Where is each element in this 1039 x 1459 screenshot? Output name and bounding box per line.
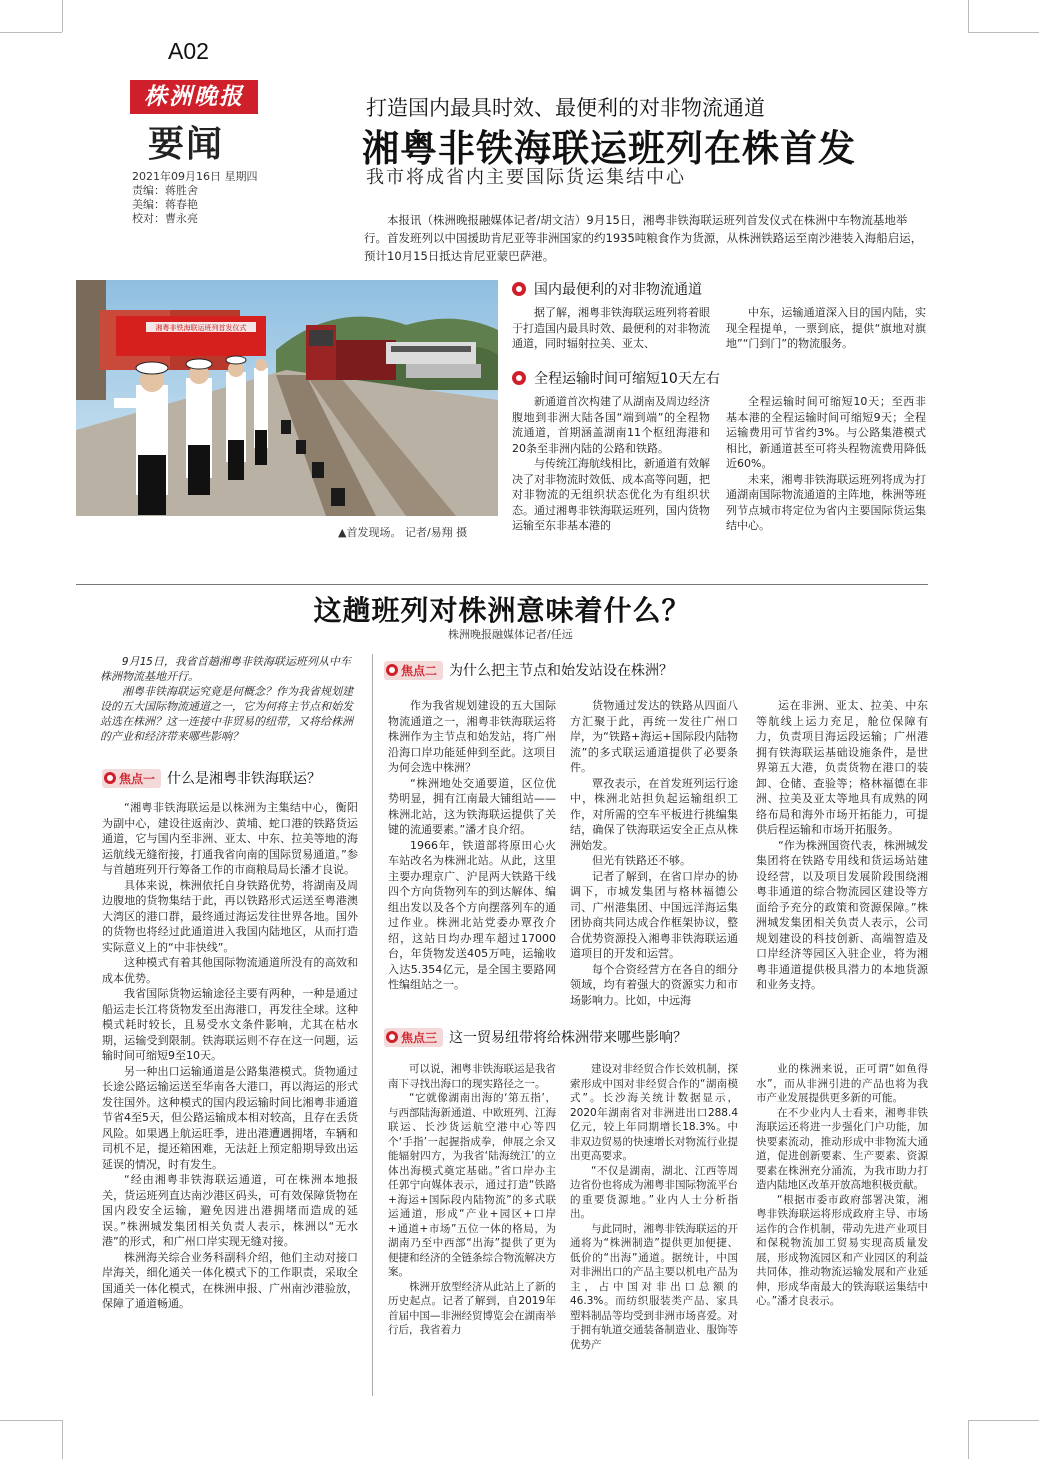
story-subhead: 我市将成省内主要国际货运集结中心 [366, 167, 686, 188]
focus-tag [384, 1028, 443, 1047]
paragraph: 我省国际货物运输途径主要有两种，一种是通过船运走长江将货物发至出海港口，再发往全球。这种模式耗时较长，且易受水文条件影响，尤其在枯水期，运输受到限制。铁海联运则不存在这一问题，运输时间可缩短9至10天。 [102, 987, 358, 1062]
bullet-circle-icon [512, 282, 526, 296]
paragraph: 具体来说，株洲依托自身铁路优势，将湖南及周边腹地的货物集结于此，再以铁路形式运送至粤港澳大湾区的港口群，最终通过海运发往世界各地。国外的货物也将经过此通道进入我国内陆地区，从而打造实际意义上的“中非快线”。 [102, 878, 358, 954]
column-rule [372, 654, 373, 1396]
feature-title: 这趟班列对株洲意味着什么？ [313, 594, 691, 627]
story-headline: 湘粤非铁海联运班列在株首发 [362, 126, 856, 170]
paragraph: 记者了解到，在省口岸办的协调下，市城发集团与格林福德公司、广州港集团、中国远洋海运集团协商共同达成合作框架协议，整合优势资源投入湘粤非铁海联运通道项目的开发和运营。 [570, 869, 738, 960]
paragraph: 另一种出口运输通道是公路集港模式。货物通过长途公路运输运送至华南各大港口，再以海运的形式发往国外。这种模式的国内段运输时间比湘粤非通道节省4至5天，但公路运输成本相对较高，且存在丢货风险。如果遇上航运旺季，进出港遭遇拥堵，车辆和司机不足，提还箱困难，无法赶上预定船期导致出运延误的情况，时有发生。 [102, 1064, 358, 1171]
paragraph: 作为我省规划建设的五大国际物流通道之一，湘粤非铁海联运将株洲作为主节点和始发站，将广州沿海口岸功能延伸到至此。这项目为何会选中株洲？ [388, 699, 556, 774]
paragraph: 货物通过发达的铁路从四面八方汇聚于此，再统一发往广州口岸，为“铁路+海运+国际段内陆物流”的多式联运通道提供了必要条件。 [570, 699, 738, 774]
photo-banner-text: 湘粤非铁海联运班列首发仪式 [155, 324, 247, 332]
focus-title: 这一贸易纽带将给株洲带来哪些影响？ [449, 1030, 688, 1046]
subsection-title: 国内最便利的对非物流通道 [534, 282, 702, 298]
crop-mark-tl-h [0, 32, 62, 33]
focus-title: 什么是湘粤非铁海联运？ [167, 771, 322, 787]
newspaper-logo: 株洲晚报 [130, 80, 258, 114]
story-lead: 本报讯（株洲晚报融媒体记者/胡文洁）9月15日，湘粤非铁海联运班列首发仪式在株洲中车物流基地举行。首发班列以中国援助肯尼亚等非洲国家的约1935吨粮食作为货源，从株洲铁路运至南沙港装入海船启运，预计10月15日抵达肯尼亚蒙巴萨港。 [364, 213, 923, 263]
focus1-column [102, 800, 358, 1312]
focus2-column-2 [570, 698, 738, 1008]
paragraph: 株洲海关综合业务科副科介绍，他们主动对接口岸海关，细化通关一体化模式下的工作职责，采取全国通关一体化模式，在株洲申报、广州南沙港验放，保障了通道畅通。 [102, 1250, 358, 1310]
designer-credit: 美编：蒋春艳 [132, 198, 198, 211]
feature-byline: 株洲晚报融媒体记者/任远 [448, 628, 573, 641]
crop-mark-bl-v [62, 1420, 63, 1459]
paragraph: 但光有铁路还不够。 [592, 854, 691, 867]
focus2-column-1 [388, 698, 556, 993]
paragraph: 在不少业内人士看来，湘粤非铁海联运还将进一步强化门户功能，加快要素流动，推动形成中非物流大通道，促进创新要素、生产要素、资源要素在株洲充分涌流，为我市助力打造内陆地区改革开放高地积极贡献。 [756, 1106, 928, 1191]
paragraph: “株洲地处交通要道，区位优势明显，拥有江南最大铺组站——株洲北站，这为铁海联运提供了关键的流通要素。”潘才良介绍。 [388, 776, 556, 836]
sub1-column-1 [512, 305, 710, 352]
crop-mark-tr-v [968, 0, 969, 32]
paragraph: 每个合资经营方在各自的细分领域，均有着强大的资源实力和市场影响力。比如，中远海 [570, 962, 738, 1007]
focus-heading-1 [102, 768, 321, 788]
focus3-column-2 [570, 1062, 738, 1352]
sub1-column-2 [726, 305, 926, 352]
feature-intro [100, 654, 360, 744]
paragraph: 覃孜表示，在首发班列运行途中，株洲北站担负起运输组织工作，对所需的空车平板进行挑编集结，确保了铁海联运安全正点从株洲始发。 [570, 776, 738, 852]
crop-mark-bl-h [0, 1420, 62, 1421]
photo-caption: ▲首发现场。 记者/易翔 摄 [338, 526, 468, 539]
page-number: A02 [168, 38, 209, 64]
bullet-circle-icon [512, 371, 526, 385]
paragraph: 未来，湘粤非铁海联运班列将成为打通湖南国际物流通道的主阵地，株洲等班列节点城市将定位为省内主要国际货运集结中心。 [726, 472, 926, 532]
paragraph: 运在非洲、亚太、拉美、中东等航线上运力充足，舱位保障有力，负责项目海运段运输；广州港拥有铁海联运基础设施条件，是世界第五大港，负责货物在港口的装卸、仓储、查验等；格林福德在非洲、拉美及亚太等地具有成熟的网络布局和海外市场开拓能力，可提供后程运输和市场开拓服务。 [756, 699, 928, 836]
subsection-title: 全程运输时间可缩短10天左右 [534, 371, 720, 387]
proofreader-credit: 校对：曹永亮 [132, 212, 198, 225]
paragraph: 中东，运输通道深入目的国内陆，实现全程提单，一票到底，提供“旗地对旗地”“门到门”的物流服务。 [726, 306, 926, 350]
paragraph: “不仅是湖南，湖北、江西等周边省份也将成为湘粤非国际物流平台的重要货源地。”业内人士分析指出。 [570, 1164, 738, 1220]
focus-title: 为什么把主节点和始发站设在株洲？ [449, 663, 674, 679]
focus-tag [384, 661, 443, 680]
focus-tag-label: 焦点二 [401, 663, 438, 678]
paragraph: 1966年，铁道部将原田心火车站改名为株洲北站。从此，这里主要办理京广、沪昆两大铁路干线四个方向货物列车的到达解体、编组出发以及各个方向摆落列车的通过作业。株洲北站党委办覃孜介绍，这站日均办理车超过17000台，年货物发送405万吨，运输收入达5.354亿元，是全国主要路网性编组站之一。 [388, 838, 556, 991]
paragraph: 新通道首次构建了从湖南及周边经济腹地到非洲大陆各国“端到端”的全程物流通道，首期涵盖湖南11个枢纽海港和20条至非洲内陆的公路和铁路。 [512, 395, 710, 455]
sub2-column-1 [512, 394, 710, 534]
launch-photo-illustration [76, 280, 498, 516]
focus3-column-1 [388, 1062, 556, 1338]
focus3-column-3 [756, 1062, 928, 1309]
focus-heading-2 [384, 660, 673, 680]
paragraph: 建设对非经贸合作长效机制，探索形成中国对非经贸合作的“湖南模式”。长沙海关统计数据显示，2020年湖南省对非洲进出口288.4亿元，较上年同期增长18.3%。中非双边贸易的快速增长对物流行业提出更高要求。 [570, 1063, 738, 1162]
bullet-circle-icon [386, 664, 398, 676]
story-kicker: 打造国内最具时效、最便利的对非物流通道 [366, 96, 765, 120]
crop-mark-br-h [968, 1420, 1039, 1421]
paragraph: 株洲开放型经济从此站上了新的历史起点。记者了解到，自2019年首届中国—非洲经贸博览会在湖南举行后，我省着力 [388, 1280, 556, 1336]
paragraph: “根据市委市政府部署决策，湘粤非铁海联运将形成政府主导、市场运作的合作机制，带动先进产业项目和保税物流加工贸易实现高质量发展，形成物流园区和产业园区的利益共同体，推动物流运输发展和产业延伸，形成华南最大的铁海联运集结中心。”潘才良表示。 [756, 1193, 928, 1307]
issue-date: 2021年09月16日 星期四 [132, 170, 258, 183]
focus-tag [102, 769, 161, 788]
masthead-meta [132, 170, 258, 226]
bullet-circle-icon [386, 1031, 398, 1043]
section-title: 要闻 [148, 123, 225, 165]
paragraph: 这种模式有着其他国际物流通道所没有的高效和成本优势。 [102, 956, 358, 985]
crop-mark-tr-h [968, 32, 1039, 33]
paragraph: 业的株洲来说，正可谓“如鱼得水”，而从非洲引进的产品也将为我市产业发展提供更多新的可能。 [756, 1063, 928, 1104]
paragraph: 9月15日，我省首趟湘粤非铁海联运班列从中车株洲物流基地开行。 [100, 655, 351, 683]
paragraph: 可以说，湘粤非铁海联运是我省南下寻找出海口的现实路径之一。 [388, 1063, 556, 1090]
paragraph: 全程运输时间可缩短10天；至西非基本港的全程运输时间可缩短9天；全程运输费用可节省约3%。与公路集港模式相比，新通道甚至可将头程物流费用降低近60%。 [726, 395, 926, 470]
subsection-heading-1 [512, 279, 702, 299]
crop-mark-tl-v [62, 0, 63, 32]
paragraph: 据了解，湘粤非铁海联运班列将着眼于打造国内最具时效、最便利的对非物流通道，同时辐射拉美、亚太、 [512, 306, 710, 350]
bullet-circle-icon [104, 772, 116, 784]
editor-credit: 责编：蒋胜舍 [132, 184, 198, 197]
crop-mark-br-v [968, 1420, 969, 1459]
focus2-column-3 [756, 698, 928, 993]
sub2-column-2 [726, 394, 926, 534]
focus-heading-3 [384, 1027, 687, 1047]
paragraph: 湘粤非铁海联运究竟是何概念？作为我省规划建设的五大国际物流通道之一，它为何将主节点和始发站选在株洲？这一连接中非贸易的纽带，又将给株洲的产业和经济带来哪些影响？ [100, 685, 353, 743]
paragraph: “湘粤非铁海联运是以株洲为主集结中心，衡阳为副中心，建设往返南沙、黄埔、蛇口港的铁路货运通道，它与国内至非洲、亚太、中东、拉美等地的海运航线无缝衔接，打通我省向南的国际贸易通道。”参与首趟班列开行筹备工作的市商粮局局长潘才良说。 [102, 801, 358, 876]
launch-photo [76, 280, 498, 516]
paragraph: “经由湘粤非铁海联运通道，可在株洲本地报关，货运班列直达南沙港区码头，可有效保障货物在国内段安全运输，避免因进出港拥堵而造成的延误。”株洲城发集团相关负责人表示，株洲以“无水港”的形式，和广州口岸实现无缝对接。 [102, 1173, 358, 1248]
subsection-heading-2 [512, 368, 720, 388]
focus-tag-label: 焦点一 [119, 771, 156, 786]
focus-tag-label: 焦点三 [401, 1030, 438, 1045]
paragraph: 与此同时，湘粤非铁海联运的开通将为“株洲制造”提供更加便捷、低价的“出海”通道。据统计，中国对非洲出口的产品主要以机电产品为主，占中国对非出口总额的46.3%。而纺织服装类产品、家具塑料制品等均受到非洲市场喜爱。对于拥有轨道交通装备制造业、服饰等优势产 [570, 1222, 738, 1351]
paragraph: 与传统江海航线相比，新通道有效解决了对非物流时效低、成本高等问题，把对非物流的无组织状态优化为有组织状态。通过湘粤非铁海联运班列，国内货物运输至东非基本港的 [512, 457, 710, 532]
section-divider [76, 584, 928, 585]
paragraph: “作为株洲国资代表，株洲城发集团将在铁路专用线和货运场站建设经营，以及项目发展阶段围绕湘粤非通道的综合物流园区建设等方面给予充分的政策和资源保障。”株洲城发集团相关负责人表示，公司规划建设的科技创新、高端智造及口岸经济等园区入驻企业，将为湘粤非通道提供极具潜力的本地货源和业务支持。 [756, 838, 928, 991]
paragraph: “它就像湖南出海的‘第五指’，与西部陆海新通道、中欧班列、江海联运、长沙货运航空港中心等四个‘手指’一起握指成拳，伸展之余又能辐射四方，为我省‘陆海统江’的立体出海模式奠定基础。”省口岸办主任郭宁向媒体表示，通过打造“铁路+海运+国际段内陆物流”的多式联运通道，形成“产业+园区+口岸+通道+市场”五位一体的格局，为湖南乃至中西部“出海”提供了更为便捷和经济的全链条综合物流解决方案。 [388, 1092, 556, 1278]
